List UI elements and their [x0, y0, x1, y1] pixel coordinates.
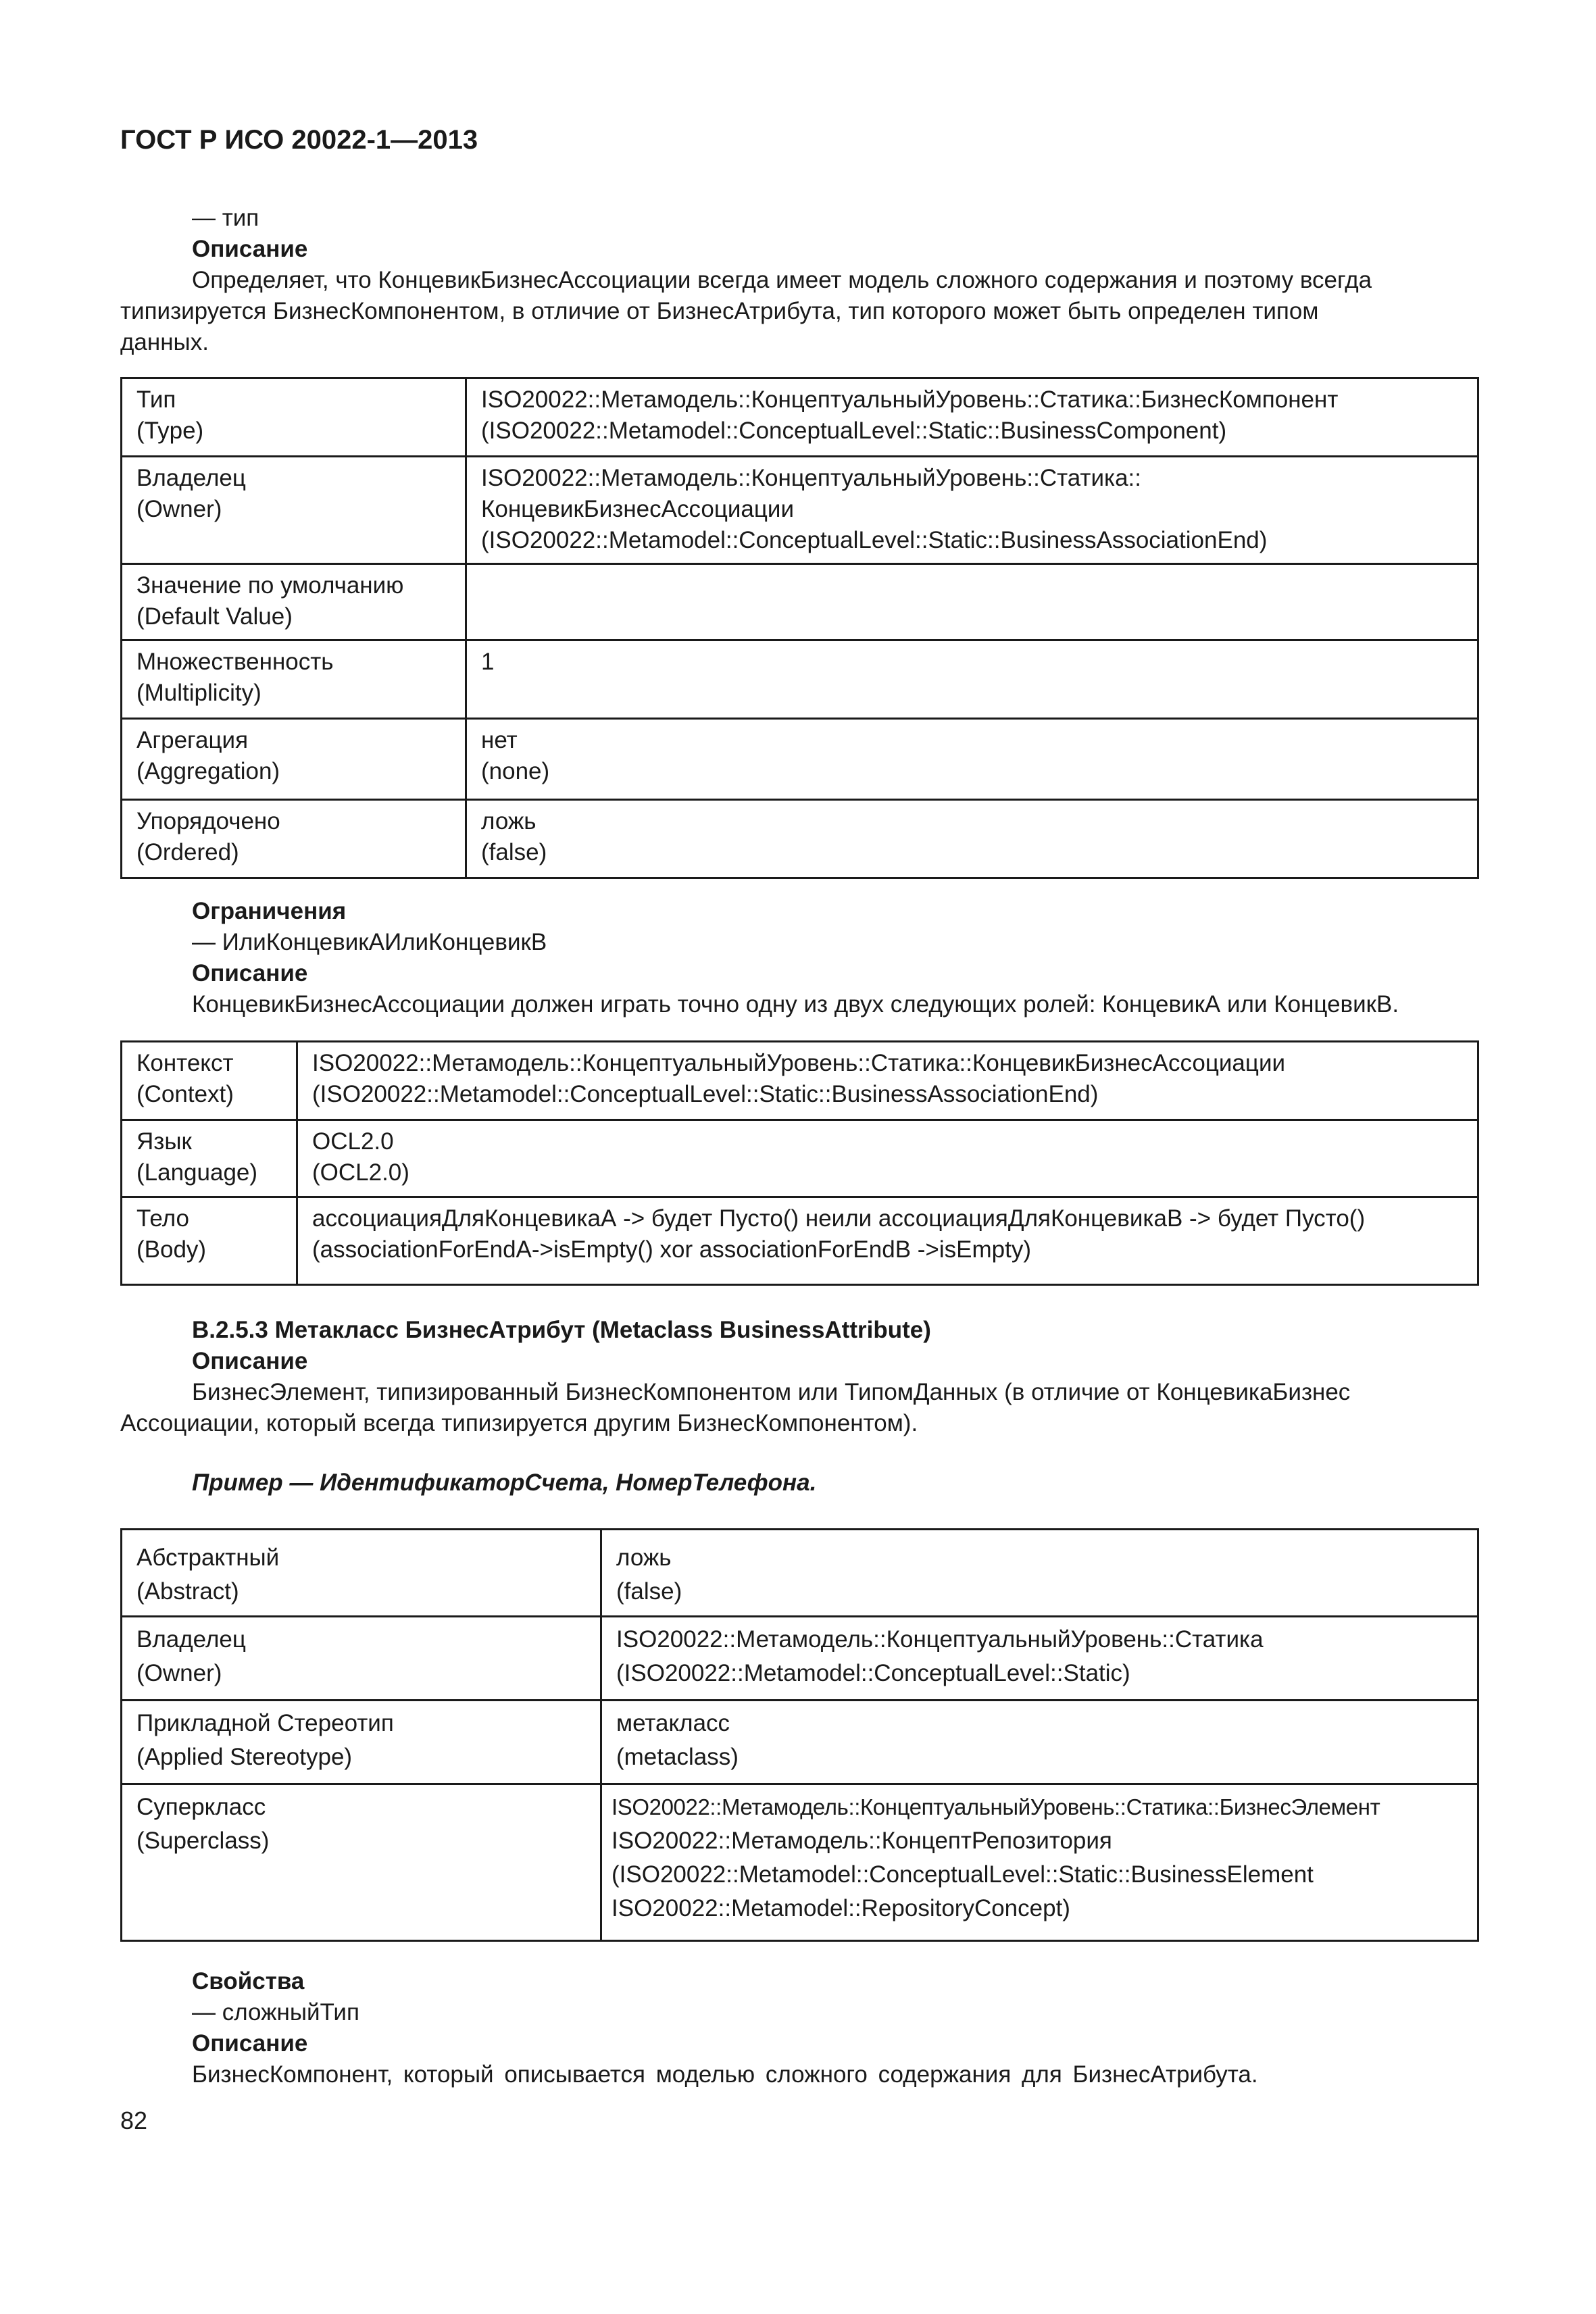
table-row	[122, 1617, 1478, 1701]
paragraph-line: Определяет, что КонцевикБизнесАссоциации всегда имеет модель сложного содержания и поэтому всегда	[192, 267, 1372, 293]
table-cell-value: ложь (false)	[601, 1530, 1478, 1617]
description-heading: Описание	[192, 1348, 308, 1374]
properties-heading: Свойства	[192, 1968, 305, 1994]
dash-item-constraint: — ИлиКонцевикАИлиКонцевикВ	[192, 929, 547, 955]
table-cell-label: Множественность (Multiplicity)	[122, 640, 466, 719]
table-cell-value: ложь (false)	[466, 800, 1478, 878]
table-cell-label: Упорядочено (Ordered)	[122, 800, 466, 878]
paragraph-line: БизнесЭлемент, типизированный БизнесКомпонентом или ТипомДанных (в отличие от КонцевикаБизнес	[192, 1379, 1351, 1405]
table-cell-value: ISO20022::Метамодель::КонцептуальныйУровень::Статика::КонцевикБизнесАссоциации (ISO20022::Metamodel::ConceptualLevel::Static::BusinessAssociationEnd)	[297, 1042, 1478, 1120]
table-cell-label: Язык (Language)	[122, 1120, 297, 1197]
table-cell-label: Абстрактный (Abstract)	[122, 1530, 601, 1617]
paragraph-line: Ассоциации, который всегда типизируется другим БизнесКомпонентом).	[120, 1410, 918, 1436]
description-heading: Описание	[192, 960, 308, 986]
metaclass-table	[120, 1528, 1479, 1942]
table-cell-label: Тело (Body)	[122, 1197, 297, 1285]
table-row	[122, 1197, 1478, 1285]
constraint-table	[120, 1040, 1479, 1286]
table-row	[122, 1120, 1478, 1197]
table-cell-value: метакласс (metaclass)	[601, 1701, 1478, 1784]
table-cell-label: Агрегация (Aggregation)	[122, 719, 466, 800]
table-row	[122, 1042, 1478, 1120]
table-cell-label: Тип (Type)	[122, 378, 466, 457]
description-paragraph	[120, 265, 1478, 358]
table-row	[122, 1784, 1478, 1941]
table-cell-label: Контекст (Context)	[122, 1042, 297, 1120]
paragraph-line: типизируется БизнесКомпонентом, в отличие от БизнесАтрибута, тип которого может быть определен типом	[120, 298, 1319, 324]
paragraph-line: данных.	[120, 329, 209, 355]
description-paragraph: КонцевикБизнесАссоциации должен играть точно одну из двух следующих ролей: КонцевикА или КонцевикВ.	[192, 991, 1399, 1017]
dash-item-property: — сложныйТип	[192, 1999, 359, 2026]
table-row	[122, 800, 1478, 878]
properties-table-type	[120, 377, 1479, 879]
table-row	[122, 719, 1478, 800]
table-cell-label: Владелец (Owner)	[122, 457, 466, 564]
table-cell-label: Владелец (Owner)	[122, 1617, 601, 1701]
table-cell-value: ассоциацияДляКонцевикаА -> будет Пусто() неили ассоциацияДляКонцевикаВ -> будет Пусто() (associationForEndA->isEmpty() xor associationForEndB ->isEmpty)	[297, 1197, 1478, 1285]
table-row	[122, 564, 1478, 640]
table-cell-value: ISO20022::Метамодель::КонцептуальныйУровень::Статика::БизнесЭлемент ISO20022::Метамодель::КонцептРепозитория (ISO20022::Metamodel::ConceptualLevel::Static::BusinessElement ISO20022::Metamodel::RepositoryConcept)	[601, 1784, 1478, 1941]
page-number: 82	[120, 2107, 148, 2134]
table-cell-value: OCL2.0 (OCL2.0)	[297, 1120, 1478, 1197]
description-paragraph	[120, 1377, 1478, 1439]
table-row	[122, 378, 1478, 457]
section-heading: B.2.5.3 Метакласс БизнесАтрибут (Metaclass BusinessAttribute)	[192, 1317, 931, 1343]
table-cell-value: нет (none)	[466, 719, 1478, 800]
table-cell-value: ISO20022::Метамодель::КонцептуальныйУровень::Статика:: КонцевикБизнесАссоциации (ISO20022::Metamodel::ConceptualLevel::Static::BusinessAssociationEnd)	[466, 457, 1478, 564]
table-cell-label: Суперкласс (Superclass)	[122, 1784, 601, 1941]
description-heading: Описание	[192, 2030, 308, 2057]
table-cell-value: ISO20022::Метамодель::КонцептуальныйУровень::Статика (ISO20022::Metamodel::ConceptualLevel::Static)	[601, 1617, 1478, 1701]
example-line: Пример — ИдентификаторСчета, НомерТелефона.	[192, 1469, 817, 1496]
constraints-heading: Ограничения	[192, 898, 347, 924]
table-cell-value: 1	[466, 640, 1478, 719]
table-row	[122, 640, 1478, 719]
table-row	[122, 1530, 1478, 1617]
table-cell-label: Значение по умолчанию (Default Value)	[122, 564, 466, 640]
table-cell-value: ISO20022::Метамодель::КонцептуальныйУровень::Статика::БизнесКомпонент (ISO20022::Metamodel::ConceptualLevel::Static::BusinessComponent)	[466, 378, 1478, 457]
dash-item-type: — тип	[192, 205, 259, 231]
document-header: ГОСТ Р ИСО 20022-1—2013	[120, 125, 478, 155]
description-heading: Описание	[192, 236, 308, 262]
table-cell-label: Прикладной Стереотип (Applied Stereotype)	[122, 1701, 601, 1784]
table-row	[122, 1701, 1478, 1784]
table-cell-value	[466, 564, 1478, 640]
description-paragraph: БизнесКомпонент, который описывается моделью сложного содержания для БизнесАтрибута.	[192, 2061, 1258, 2088]
table-row	[122, 457, 1478, 564]
